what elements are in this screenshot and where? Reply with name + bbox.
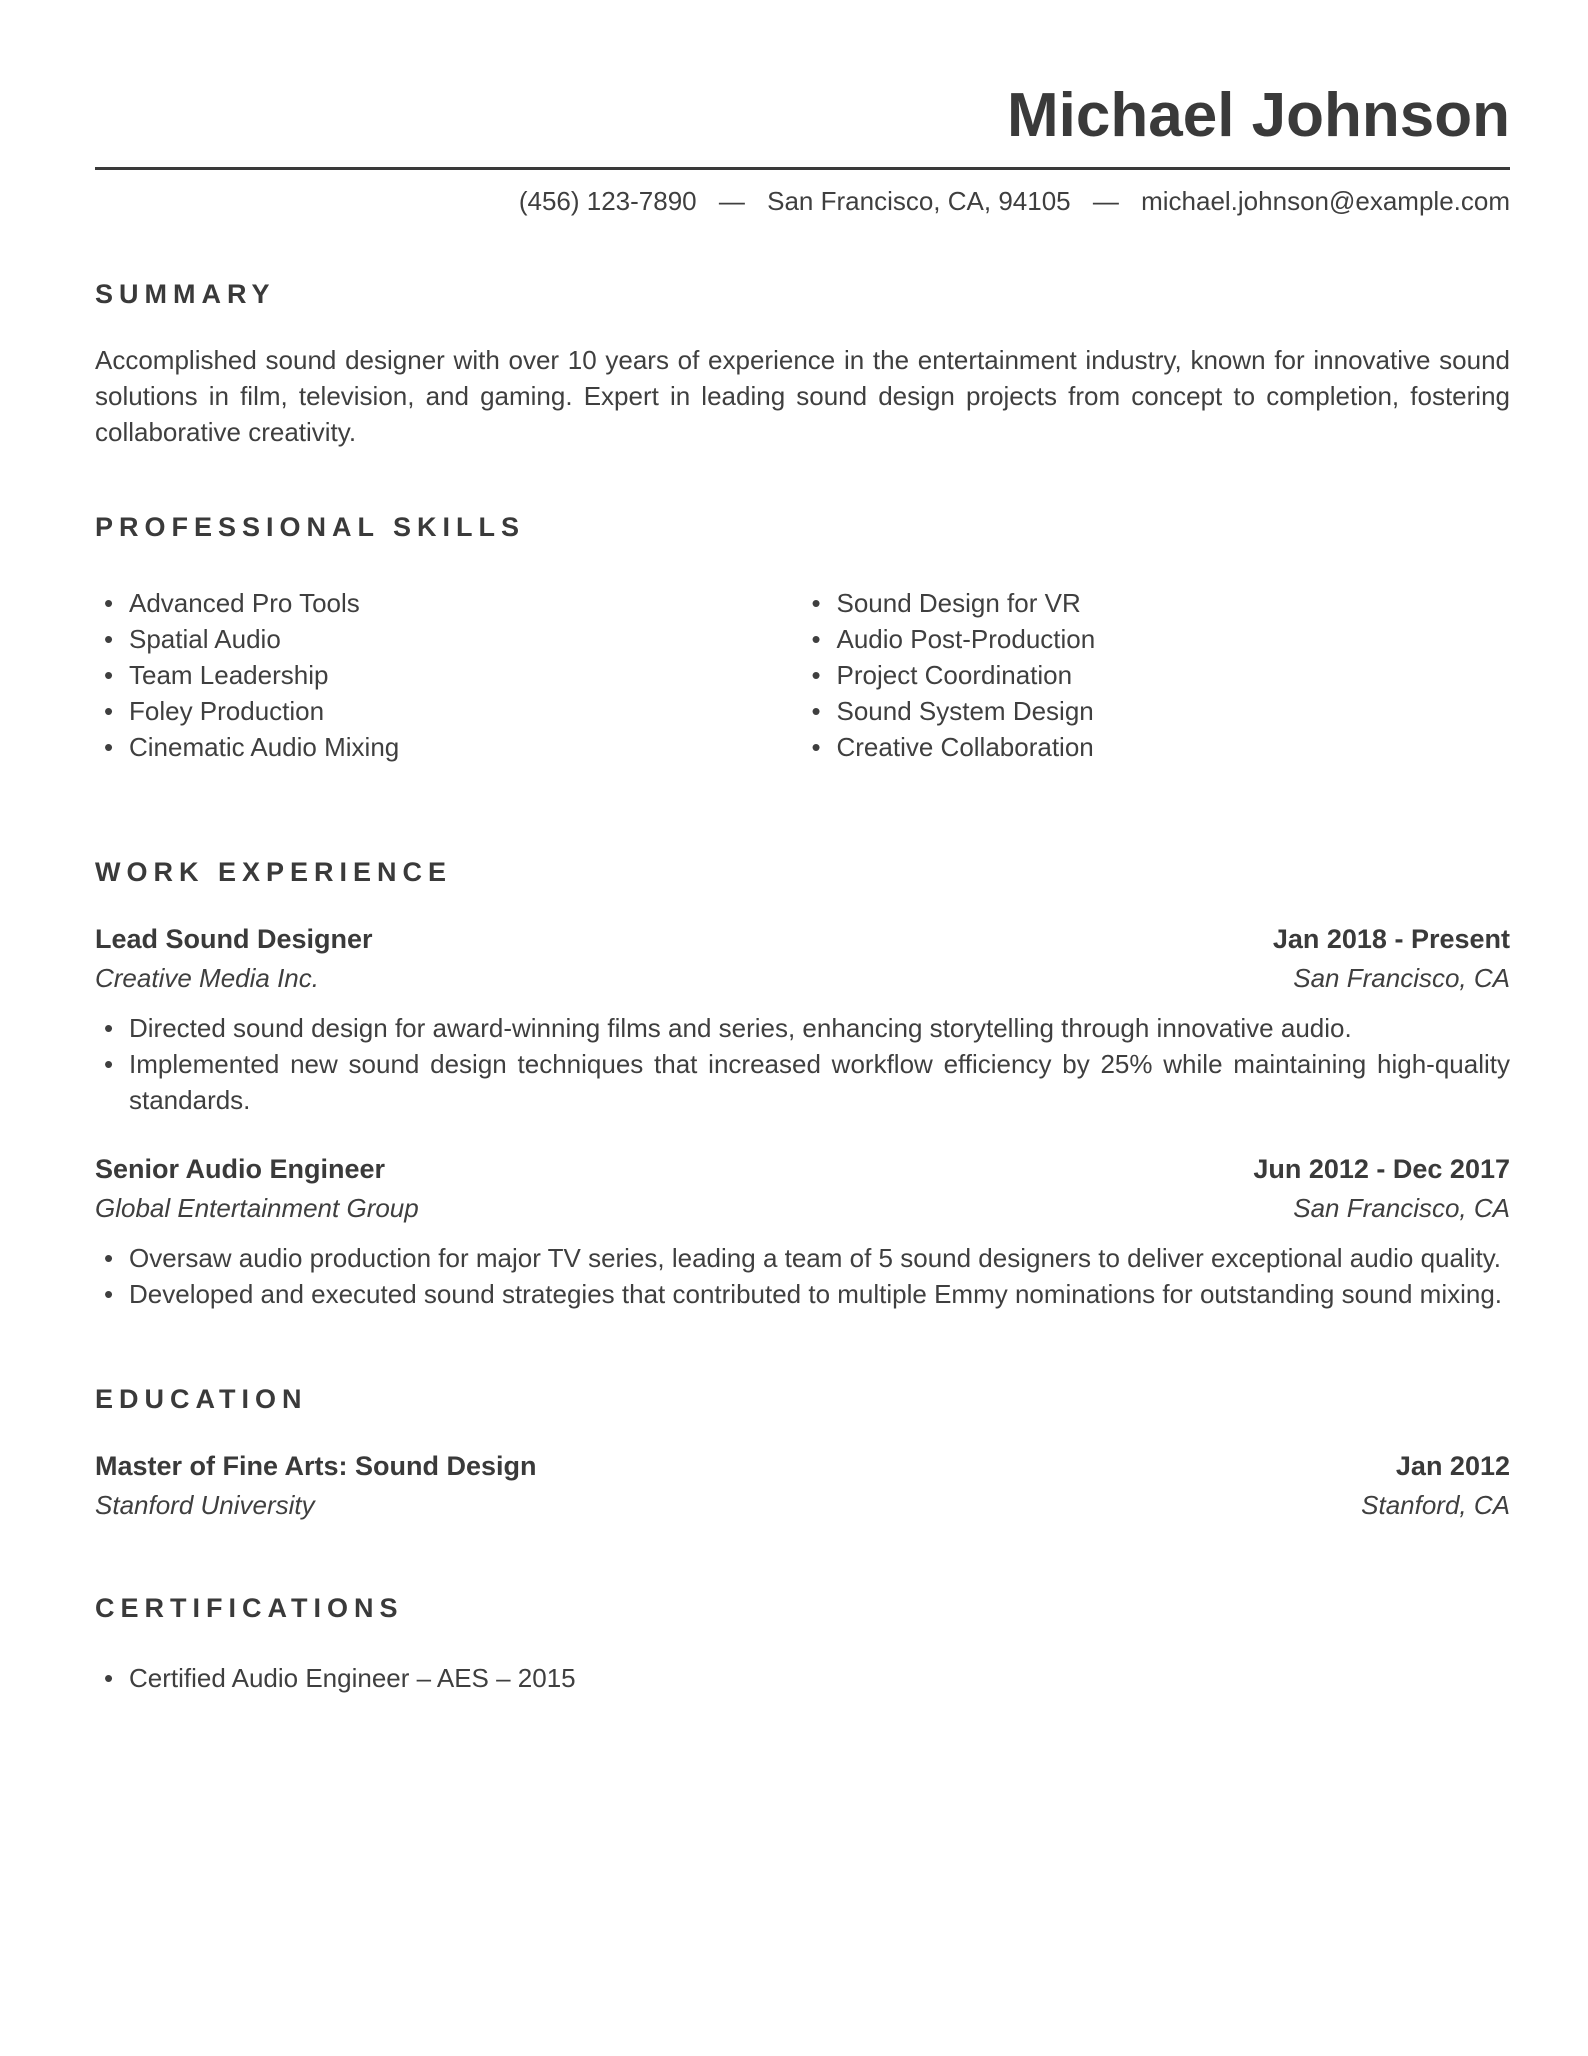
- section-certifications: [95, 1593, 1510, 1696]
- experience-title: WORK EXPERIENCE: [95, 857, 453, 888]
- skill-item: • Sound System Design: [803, 693, 1511, 729]
- skill-item: • Advanced Pro Tools: [95, 585, 803, 621]
- skills-column-right: [803, 585, 1511, 765]
- job-entry: [95, 1154, 1510, 1312]
- education-header-row: [95, 1451, 1510, 1482]
- job-location: San Francisco, CA: [1293, 963, 1510, 994]
- certifications-title: CERTIFICATIONS: [95, 1593, 404, 1624]
- education-school: Stanford University: [95, 1490, 315, 1521]
- education-subheader-row: [95, 1490, 1510, 1521]
- section-work-experience: [95, 857, 1510, 1312]
- person-name: Michael Johnson: [1007, 81, 1510, 150]
- education-date: Jan 2012: [1395, 1451, 1510, 1482]
- skill-item: • Foley Production: [95, 693, 803, 729]
- certification-item: • Certified Audio Engineer – AES – 2015: [95, 1660, 1510, 1696]
- education-entry: [95, 1451, 1510, 1521]
- job-role: Senior Audio Engineer: [95, 1154, 386, 1185]
- skill-item: • Spatial Audio: [95, 621, 803, 657]
- section-summary: [95, 279, 1510, 450]
- contact-line: [95, 186, 1510, 217]
- summary-text: Accomplished sound designer with over 10 years of experience in the entertainment industry, known for innovative sound solutions in film, television, and gaming. Expert in leading sound design projects from concept to completion, fostering collaborative creativity.: [95, 345, 1510, 448]
- job-dates: Jun 2012 - Dec 2017: [1253, 1154, 1510, 1185]
- skill-item: • Project Coordination: [803, 657, 1511, 693]
- skill-item: • Audio Post-Production: [803, 621, 1511, 657]
- skills-columns: [95, 585, 1510, 765]
- header-divider: [95, 167, 1510, 170]
- skill-item: • Team Leadership: [95, 657, 803, 693]
- education-degree: Master of Fine Arts: Sound Design: [95, 1451, 537, 1482]
- job-bullet-list: [95, 1010, 1510, 1118]
- summary-title: SUMMARY: [95, 279, 276, 310]
- job-role: Lead Sound Designer: [95, 924, 373, 955]
- job-location: San Francisco, CA: [1293, 1193, 1510, 1224]
- job-subheader-row: [95, 963, 1510, 994]
- job-company: Global Entertainment Group: [95, 1193, 419, 1224]
- job-bullet: • Oversaw audio production for major TV series, leading a team of 5 sound designers to deliver exceptional audio quality.: [95, 1240, 1510, 1276]
- job-bullet: • Developed and executed sound strategies that contributed to multiple Emmy nominations for outstanding sound mixing.: [95, 1276, 1510, 1312]
- contact-phone: (456) 123-7890: [518, 186, 697, 217]
- section-education: [95, 1384, 1510, 1521]
- contact-separator: —: [718, 186, 745, 217]
- skill-item: • Creative Collaboration: [803, 729, 1511, 765]
- job-bullet: • Implemented new sound design techniques that increased workflow efficiency by 25% while maintaining high-quality standards.: [95, 1046, 1510, 1118]
- job-dates: Jan 2018 - Present: [1272, 924, 1510, 955]
- job-entry: [95, 924, 1510, 1118]
- contact-email: michael.johnson@example.com: [1141, 186, 1510, 217]
- skills-title: PROFESSIONAL SKILLS: [95, 512, 526, 543]
- resume-header: [95, 80, 1510, 217]
- certification-list: [95, 1660, 1510, 1696]
- job-bullet: • Directed sound design for award-winning films and series, enhancing storytelling through innovative audio.: [95, 1010, 1510, 1046]
- skill-item: • Sound Design for VR: [803, 585, 1511, 621]
- job-subheader-row: [95, 1193, 1510, 1224]
- skill-item: • Cinematic Audio Mixing: [95, 729, 803, 765]
- section-skills: [95, 512, 1510, 765]
- job-company: Creative Media Inc.: [95, 963, 319, 994]
- contact-location: San Francisco, CA, 94105: [767, 186, 1071, 217]
- education-title: EDUCATION: [95, 1384, 308, 1415]
- job-bullet-list: [95, 1240, 1510, 1312]
- job-header-row: [95, 1154, 1510, 1185]
- contact-separator: —: [1092, 186, 1119, 217]
- job-header-row: [95, 924, 1510, 955]
- education-location: Stanford, CA: [1361, 1490, 1510, 1521]
- skills-column-left: [95, 585, 803, 765]
